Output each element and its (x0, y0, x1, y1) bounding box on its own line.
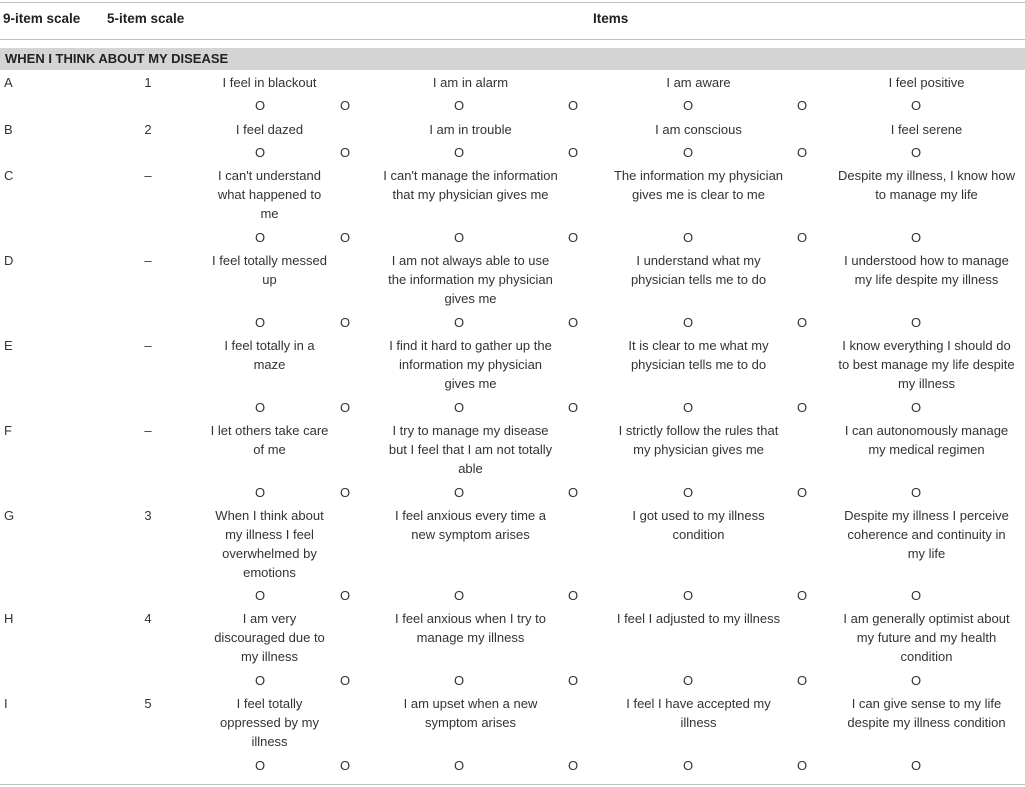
response-option[interactable]: O (339, 485, 351, 500)
row-5-item-code: – (144, 168, 152, 183)
row-9-item-code: G (4, 508, 15, 523)
response-option[interactable]: O (910, 673, 922, 688)
response-option[interactable]: O (682, 145, 694, 160)
response-option[interactable]: O (453, 758, 465, 773)
response-option[interactable]: O (339, 673, 351, 688)
response-option[interactable]: O (254, 758, 266, 773)
item-text: I feel anxious when I try to manage my illness (394, 611, 547, 645)
response-option[interactable]: O (682, 758, 694, 773)
response-option[interactable]: O (796, 485, 808, 500)
response-option[interactable]: O (339, 98, 351, 113)
response-option[interactable]: O (254, 588, 266, 603)
section-band (0, 48, 1025, 70)
item-text: It is clear to me what my physician tells me to do (628, 338, 769, 372)
response-option[interactable]: O (910, 230, 922, 245)
response-option[interactable]: O (796, 588, 808, 603)
row-5-item-code: – (144, 253, 152, 268)
response-option[interactable]: O (339, 588, 351, 603)
response-option[interactable]: O (339, 315, 351, 330)
item-text: I strictly follow the rules that my physician gives me (618, 423, 779, 457)
header-items: Items (593, 11, 629, 26)
response-option[interactable]: O (339, 400, 351, 415)
response-option[interactable]: O (254, 98, 266, 113)
item-text: I feel in blackout (222, 75, 317, 90)
item-text: I let others take care of me (210, 423, 329, 457)
item-text: I am in alarm (432, 75, 509, 90)
response-option[interactable]: O (910, 145, 922, 160)
item-text: I feel positive (888, 75, 965, 90)
item-text: I can't understand what happened to me (217, 168, 322, 221)
item-text: I can't manage the information that my physician gives me (383, 168, 558, 202)
response-option[interactable]: O (567, 315, 579, 330)
response-option[interactable]: O (453, 230, 465, 245)
row-5-item-code: – (144, 338, 152, 353)
row-9-item-code: H (4, 611, 14, 626)
item-text: I can autonomously manage my medical regimen (844, 423, 1009, 457)
response-option[interactable]: O (796, 673, 808, 688)
item-text: I find it hard to gather up the information my physician gives me (389, 338, 552, 391)
item-text: I am upset when a new symptom arises (403, 696, 538, 730)
item-text: I feel totally in a maze (224, 338, 315, 372)
item-text: I am not always able to use the information my physician gives me (388, 253, 553, 306)
response-option[interactable]: O (682, 588, 694, 603)
response-option[interactable]: O (254, 230, 266, 245)
item-text: I am conscious (655, 122, 742, 137)
item-text: I am very discouraged due to my illness (214, 611, 325, 664)
response-option[interactable]: O (910, 588, 922, 603)
response-option[interactable]: O (254, 400, 266, 415)
item-text: I can give sense to my life despite my illness condition (847, 696, 1006, 730)
response-option[interactable]: O (910, 98, 922, 113)
response-option[interactable]: O (682, 673, 694, 688)
bottom-rule (0, 784, 1025, 785)
item-text: Despite my illness, I know how to manage my life (838, 168, 1016, 202)
item-text: I am aware (666, 75, 731, 90)
response-option[interactable]: O (453, 485, 465, 500)
item-text: I feel I adjusted to my illness (616, 611, 781, 626)
header-5-item-scale: 5-item scale (107, 11, 185, 26)
top-rule (0, 2, 1025, 3)
item-text: Despite my illness I perceive coherence and continuity in my life (844, 508, 1009, 561)
response-option[interactable]: O (567, 673, 579, 688)
item-text: I understood how to manage my life despite my illness (844, 253, 1009, 287)
response-option[interactable]: O (910, 758, 922, 773)
response-option[interactable]: O (567, 145, 579, 160)
response-option[interactable]: O (453, 98, 465, 113)
row-5-item-code: 4 (144, 611, 152, 626)
row-5-item-code: 3 (144, 508, 152, 523)
response-option[interactable]: O (453, 315, 465, 330)
row-9-item-code: I (4, 696, 8, 711)
item-text: I feel totally oppressed by my illness (220, 696, 319, 749)
response-option[interactable]: O (254, 673, 266, 688)
row-5-item-code: 2 (144, 122, 152, 137)
item-text: The information my physician gives me is clear to me (613, 168, 784, 202)
item-text: I understand what my physician tells me to do (630, 253, 767, 287)
response-option[interactable]: O (910, 315, 922, 330)
row-5-item-code: 5 (144, 696, 152, 711)
row-5-item-code: – (144, 423, 152, 438)
row-9-item-code: E (4, 338, 13, 353)
response-option[interactable]: O (796, 230, 808, 245)
item-text: I know everything I should do to best manage my life despite my illness (838, 338, 1015, 391)
item-text: I try to manage my disease but I feel that I am not totally able (388, 423, 553, 476)
item-text: I feel anxious every time a new symptom arises (394, 508, 547, 542)
response-option[interactable]: O (254, 315, 266, 330)
item-text: When I think about my illness I feel overwhelmed by emotions (215, 508, 324, 580)
row-9-item-code: D (4, 253, 14, 268)
item-text: I am generally optimist about my future and my health condition (843, 611, 1010, 664)
item-text: I am in trouble (429, 122, 512, 137)
response-option[interactable]: O (339, 758, 351, 773)
row-5-item-code: 1 (144, 75, 152, 90)
response-option[interactable]: O (453, 145, 465, 160)
row-9-item-code: C (4, 168, 14, 183)
row-9-item-code: F (4, 423, 12, 438)
response-option[interactable]: O (796, 98, 808, 113)
response-option[interactable]: O (682, 400, 694, 415)
response-option[interactable]: O (339, 230, 351, 245)
response-option[interactable]: O (453, 588, 465, 603)
response-option[interactable]: O (796, 758, 808, 773)
response-option[interactable]: O (254, 145, 266, 160)
response-option[interactable]: O (567, 485, 579, 500)
response-option[interactable]: O (910, 400, 922, 415)
response-option[interactable]: O (254, 485, 266, 500)
response-option[interactable]: O (910, 485, 922, 500)
response-option[interactable]: O (682, 485, 694, 500)
item-text: I feel dazed (235, 122, 304, 137)
response-option[interactable]: O (567, 230, 579, 245)
section-title: WHEN I THINK ABOUT MY DISEASE (5, 51, 229, 66)
header-9-item-scale: 9-item scale (3, 11, 81, 26)
response-option[interactable]: O (453, 400, 465, 415)
response-option[interactable]: O (796, 315, 808, 330)
response-option[interactable]: O (567, 400, 579, 415)
item-text: I feel totally messed up (212, 253, 327, 287)
row-9-item-code: A (4, 75, 13, 90)
response-option[interactable]: O (682, 230, 694, 245)
response-option[interactable]: O (567, 98, 579, 113)
item-text: I feel serene (890, 122, 963, 137)
response-option[interactable]: O (567, 588, 579, 603)
response-option[interactable]: O (682, 98, 694, 113)
header-rule (0, 39, 1025, 40)
response-option[interactable]: O (796, 145, 808, 160)
row-9-item-code: B (4, 122, 13, 137)
response-option[interactable]: O (453, 673, 465, 688)
response-option[interactable]: O (339, 145, 351, 160)
item-text: I got used to my illness condition (632, 508, 765, 542)
response-option[interactable]: O (796, 400, 808, 415)
response-option[interactable]: O (682, 315, 694, 330)
item-text: I feel I have accepted my illness (626, 696, 771, 730)
response-option[interactable]: O (567, 758, 579, 773)
